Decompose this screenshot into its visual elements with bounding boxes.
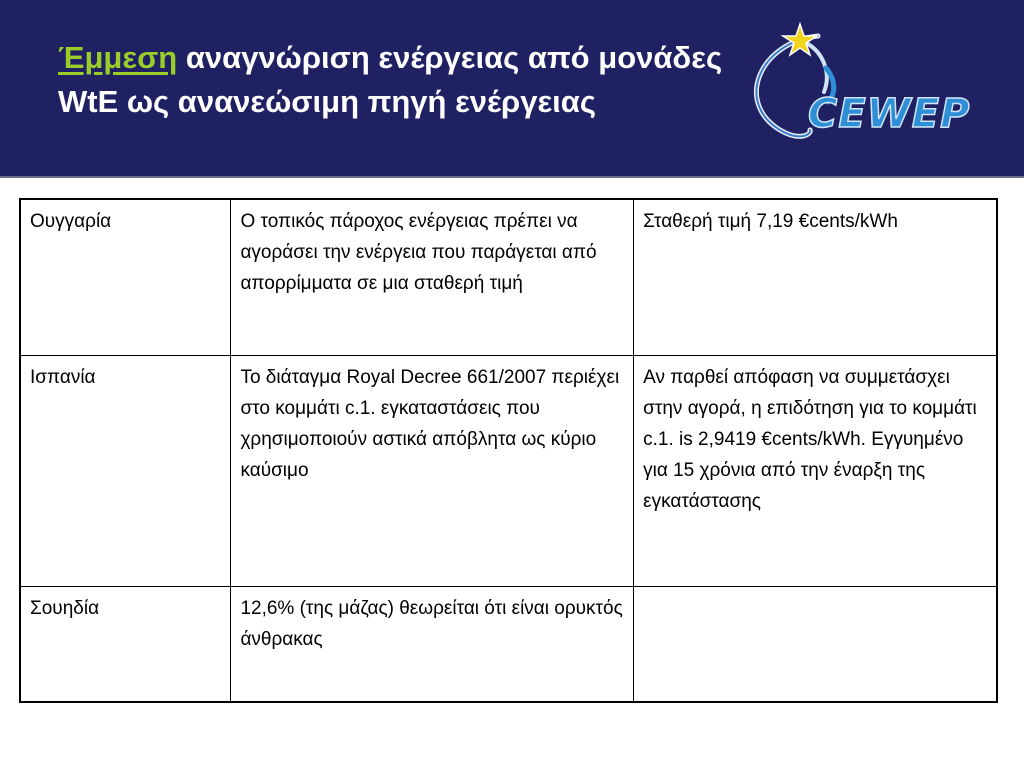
country-cell: Ουγγαρία	[20, 199, 231, 356]
support-cell: Αν παρθεί απόφαση να συμμετάσχει στην αγορά, η επιδότηση για το κομμάτι c.1. is 2,9419 €cents/kWh. Εγγυημένο για 15 χρόνια από την έναρξη της εγκατάστασης	[634, 356, 997, 587]
logo-wordmark: CEWEP	[808, 91, 971, 137]
table-row	[20, 587, 997, 703]
title-rest: αναγνώριση ενέργειας από μονάδες WtE ως ανανεώσιμη πηγή ενέργειας	[58, 40, 723, 119]
description-cell: Ο τοπικός πάροχος ενέργειας πρέπει να αγοράσει την ενέργεια που παράγεται από απορρίμματα σε μια σταθερή τιμή	[231, 199, 634, 356]
description-cell: 12,6% (της μάζας) θεωρείται ότι είναι ορυκτός άνθρακας	[231, 587, 634, 703]
slide-header	[0, 0, 1024, 178]
support-cell	[634, 587, 997, 703]
title-highlight: Έμμεση	[58, 40, 178, 75]
slide-title	[58, 36, 738, 124]
description-cell: Το διάταγμα Royal Decree 661/2007 περιέχει στο κομμάτι c.1. εγκαταστάσεις που χρησιμοποιούν αστικά απόβλητα ως κύριο καύσιμο	[231, 356, 634, 587]
support-schemes-table	[19, 198, 998, 703]
country-cell: Σουηδία	[20, 587, 231, 703]
table-row	[20, 199, 997, 356]
table-row	[20, 356, 997, 587]
country-cell: Ισπανία	[20, 356, 231, 587]
support-cell: Σταθερή τιμή 7,19 €cents/kWh	[634, 199, 997, 356]
